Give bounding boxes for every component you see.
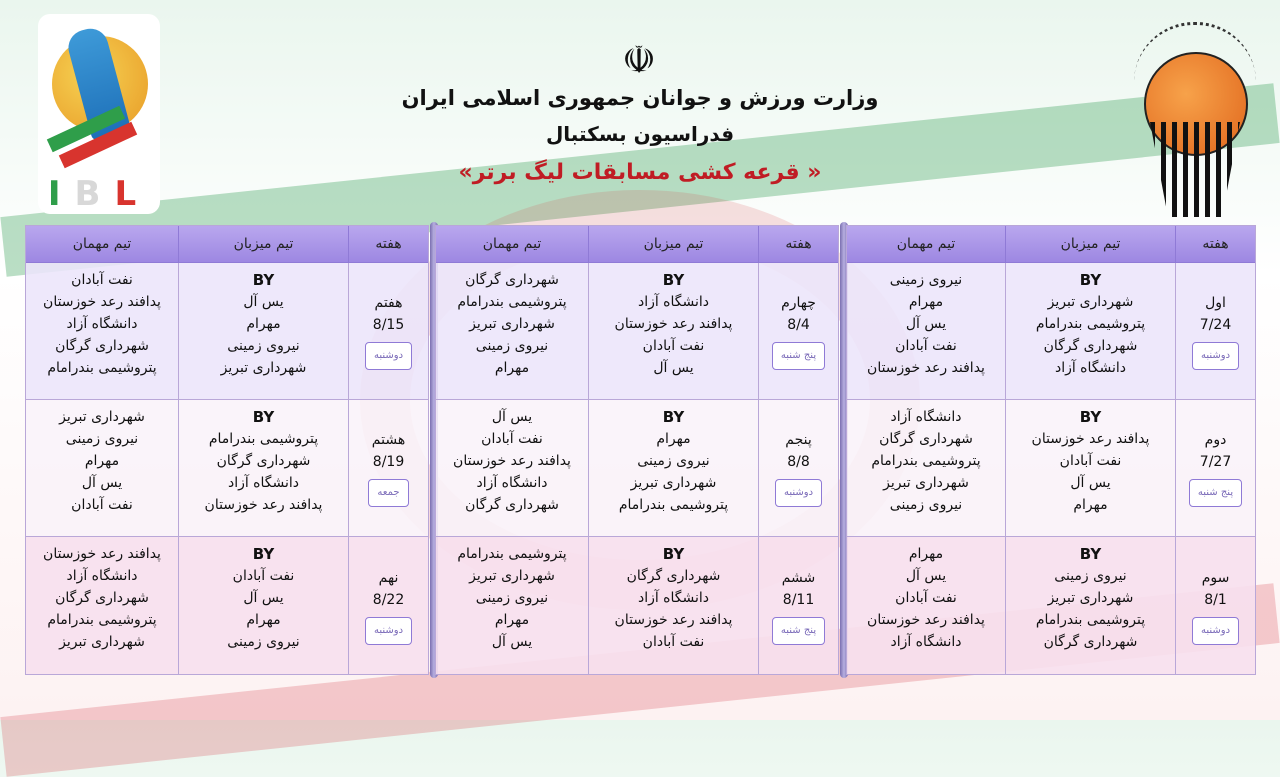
table-row bbox=[26, 537, 428, 674]
team-name: شهرداری تبریز bbox=[630, 475, 717, 491]
header-guest: تیم مهمان bbox=[72, 236, 132, 252]
team-name: نفت آبادان bbox=[71, 497, 133, 513]
week-day-badge: دوشنبه bbox=[365, 617, 412, 645]
team-name: پدافند رعد خوزستان bbox=[453, 453, 571, 469]
bye-label: BY bbox=[662, 545, 685, 563]
week-cell bbox=[1175, 263, 1255, 399]
guest-teams-cell bbox=[436, 537, 588, 674]
guest-teams-cell bbox=[26, 537, 178, 674]
team-name: دانشگاه آزاد bbox=[66, 316, 138, 332]
team-name: شهرداری تبریز bbox=[220, 360, 307, 376]
bye-label: BY bbox=[1079, 408, 1102, 426]
team-name: نیروی زمینی bbox=[889, 497, 963, 513]
week-day-badge: دوشنبه bbox=[775, 479, 822, 507]
week-date: 8/11 bbox=[782, 591, 815, 608]
team-name: پدافند رعد خوزستان bbox=[614, 612, 733, 628]
team-name: نیروی زمینی bbox=[475, 590, 549, 606]
team-name: شهرداری گرگان bbox=[216, 453, 311, 469]
table-header bbox=[847, 226, 1255, 263]
guest-teams-cell bbox=[847, 537, 1005, 674]
team-name: نیروی زمینی bbox=[889, 272, 963, 288]
team-name: یس آل bbox=[81, 475, 123, 491]
week-date: 8/15 bbox=[372, 317, 405, 333]
table-row bbox=[436, 537, 838, 674]
team-name: شهرداری تبریز bbox=[883, 475, 969, 491]
host-teams-cell bbox=[588, 537, 758, 674]
week-day-badge: پنج شنبه bbox=[1189, 479, 1242, 507]
team-name: دانشگاه آزاد bbox=[1054, 360, 1127, 376]
basketball-net-icon bbox=[1150, 122, 1240, 217]
host-teams-cell bbox=[1005, 537, 1175, 674]
week-name: هفتم bbox=[374, 295, 403, 311]
team-name: پدافند رعد خوزستان bbox=[614, 316, 733, 332]
week-cell bbox=[348, 263, 428, 399]
week-date: 8/4 bbox=[787, 317, 810, 333]
team-name: نفت آبادان bbox=[642, 634, 705, 650]
team-name: یس آل bbox=[243, 590, 284, 606]
team-name: دانشگاه آزاد bbox=[476, 475, 548, 491]
team-name: پتروشیمی بندرامام bbox=[618, 497, 729, 513]
week-day-badge: پنج شنبه bbox=[772, 342, 825, 370]
host-teams-cell bbox=[1005, 263, 1175, 399]
week-cell bbox=[348, 537, 428, 674]
week-name: هشتم bbox=[371, 432, 406, 448]
host-teams-cell bbox=[1005, 400, 1175, 536]
logo-letter-i: I bbox=[47, 174, 75, 214]
host-teams-cell bbox=[178, 400, 348, 536]
week-cell bbox=[1175, 537, 1255, 674]
host-teams-cell bbox=[178, 263, 348, 399]
week-day-badge: دوشنبه bbox=[365, 342, 412, 370]
team-name: نیروی زمینی bbox=[1054, 568, 1127, 584]
team-name: شهرداری گرگان bbox=[626, 568, 721, 584]
team-name: مهرام bbox=[246, 612, 281, 628]
guest-teams-cell bbox=[26, 400, 178, 536]
table-row bbox=[436, 400, 838, 537]
bye-label: BY bbox=[252, 545, 275, 563]
header-host: تیم میزبان bbox=[1005, 226, 1175, 262]
team-name: پدافند رعد خوزستان bbox=[867, 612, 985, 628]
team-name: یس آل bbox=[243, 294, 284, 310]
iran-emblem-icon: ☫ bbox=[621, 38, 657, 82]
host-teams-cell bbox=[588, 400, 758, 536]
team-name: نیروی زمینی bbox=[65, 431, 139, 447]
host-teams-cell bbox=[178, 537, 348, 674]
draw-title: « قرعه کشی مسابقات لیگ برتر» bbox=[458, 160, 822, 185]
header-week: هفته bbox=[348, 226, 428, 262]
team-name: یس آل bbox=[905, 568, 947, 584]
week-date: 8/8 bbox=[787, 454, 810, 470]
week-date: 7/24 bbox=[1199, 317, 1232, 333]
team-name: نیروی زمینی bbox=[227, 634, 300, 650]
team-name: نفت آبادان bbox=[481, 431, 543, 447]
ibl-letters bbox=[38, 174, 160, 214]
schedule-panel bbox=[846, 225, 1256, 675]
team-name: شهرداری تبریز bbox=[469, 316, 555, 332]
team-name: یس آل bbox=[905, 316, 947, 332]
team-name: نفت آبادان bbox=[895, 590, 957, 606]
bye-label: BY bbox=[252, 408, 275, 426]
week-date: 7/27 bbox=[1199, 454, 1232, 470]
team-name: یس آل bbox=[491, 409, 533, 425]
table-row bbox=[436, 263, 838, 400]
team-name: پتروشیمی بندرامام bbox=[1035, 316, 1146, 332]
team-name: مهرام bbox=[908, 546, 944, 562]
team-name: مهرام bbox=[84, 453, 120, 469]
team-name: پتروشیمی بندرامام bbox=[47, 360, 157, 376]
header-host: تیم میزبان bbox=[178, 226, 348, 262]
team-name: نفت آبادان bbox=[71, 272, 133, 288]
week-name: چهارم bbox=[781, 295, 816, 311]
schedule-panel bbox=[435, 225, 839, 675]
team-name: نفت آبادان bbox=[642, 338, 705, 354]
week-name: سوم bbox=[1201, 569, 1230, 586]
team-name: شهرداری تبریز bbox=[1047, 294, 1134, 310]
team-name: پتروشیمی بندرامام bbox=[208, 431, 319, 447]
week-cell bbox=[758, 263, 838, 399]
guest-teams-cell bbox=[436, 263, 588, 399]
team-name: شهرداری تبریز bbox=[469, 568, 555, 584]
federation-logo bbox=[1130, 22, 1260, 217]
week-day-badge: پنج شنبه bbox=[772, 617, 825, 645]
table-header bbox=[26, 226, 428, 263]
team-name: نیروی زمینی bbox=[227, 338, 300, 354]
team-name: نفت آبادان bbox=[895, 338, 957, 354]
guest-teams-cell bbox=[847, 263, 1005, 399]
team-name: شهرداری گرگان bbox=[1043, 338, 1138, 354]
team-name: نیروی زمینی bbox=[637, 453, 710, 469]
team-name: شهرداری تبریز bbox=[59, 634, 145, 650]
table-row bbox=[26, 400, 428, 537]
team-name: شهرداری گرگان bbox=[55, 590, 149, 606]
team-name: پتروشیمی بندرامام bbox=[457, 546, 567, 562]
header-week: هفته bbox=[758, 226, 838, 262]
team-name: پتروشیمی بندرامام bbox=[1035, 612, 1146, 628]
header-week: هفته bbox=[1175, 226, 1255, 262]
bye-label: BY bbox=[252, 271, 275, 289]
team-name: دانشگاه آزاد bbox=[637, 294, 710, 310]
table-row bbox=[847, 537, 1255, 674]
team-name: شهرداری گرگان bbox=[465, 272, 559, 288]
logo-letter-b: B bbox=[74, 174, 115, 214]
bye-label: BY bbox=[1079, 545, 1102, 563]
team-name: مهرام bbox=[1073, 497, 1108, 513]
team-name: دانشگاه آزاد bbox=[637, 590, 710, 606]
week-cell bbox=[1175, 400, 1255, 536]
header-host: تیم میزبان bbox=[588, 226, 758, 262]
team-name: پدافند رعد خوزستان bbox=[43, 546, 161, 562]
federation-title: فدراسیون بسکتبال bbox=[545, 122, 735, 146]
week-name: اول bbox=[1205, 295, 1226, 311]
team-name: یس آل bbox=[653, 360, 694, 376]
team-name: مهرام bbox=[246, 316, 281, 332]
team-name: مهرام bbox=[908, 294, 944, 310]
team-name: یس آل bbox=[1070, 475, 1111, 491]
team-name: مهرام bbox=[494, 360, 530, 376]
team-name: شهرداری گرگان bbox=[879, 431, 973, 447]
team-name: نیروی زمینی bbox=[475, 338, 549, 354]
week-date: 8/1 bbox=[1204, 591, 1227, 608]
table-row bbox=[847, 400, 1255, 537]
team-name: دانشگاه آزاد bbox=[890, 634, 962, 650]
team-name: دانشگاه آزاد bbox=[890, 409, 962, 425]
team-name: پدافند رعد خوزستان bbox=[1031, 431, 1150, 447]
header-guest: تیم مهمان bbox=[482, 236, 542, 252]
week-name: ششم bbox=[781, 569, 816, 586]
ibl-logo bbox=[38, 14, 160, 214]
host-teams-cell bbox=[588, 263, 758, 399]
team-name: شهرداری تبریز bbox=[1047, 590, 1134, 606]
team-name: دانشگاه آزاد bbox=[227, 475, 300, 491]
week-name: دوم bbox=[1204, 432, 1227, 448]
header-guest: تیم مهمان bbox=[896, 236, 956, 252]
team-name: پدافند رعد خوزستان bbox=[204, 497, 323, 513]
week-date: 8/19 bbox=[372, 454, 405, 470]
team-name: نفت آبادان bbox=[232, 568, 295, 584]
table-row bbox=[26, 263, 428, 400]
schedule-panel bbox=[25, 225, 429, 675]
logo-letter-l: L bbox=[114, 174, 151, 214]
week-cell bbox=[758, 400, 838, 536]
team-name: یس آل bbox=[491, 634, 533, 650]
guest-teams-cell bbox=[436, 400, 588, 536]
guest-teams-cell bbox=[847, 400, 1005, 536]
team-name: پتروشیمی بندرامام bbox=[47, 612, 157, 628]
team-name: شهرداری گرگان bbox=[465, 497, 559, 513]
week-cell bbox=[758, 537, 838, 674]
team-name: پتروشیمی بندرامام bbox=[871, 453, 981, 469]
team-name: مهرام bbox=[656, 431, 691, 447]
bye-label: BY bbox=[662, 271, 685, 289]
team-name: شهرداری تبریز bbox=[59, 409, 145, 425]
week-date: 8/22 bbox=[372, 591, 405, 608]
week-day-badge: دوشنبه bbox=[1192, 342, 1239, 370]
team-name: پدافند رعد خوزستان bbox=[43, 294, 161, 310]
week-day-badge: دوشنبه bbox=[1192, 617, 1239, 645]
team-name: شهرداری گرگان bbox=[1043, 634, 1138, 650]
team-name: پدافند رعد خوزستان bbox=[867, 360, 985, 376]
bye-label: BY bbox=[662, 408, 685, 426]
week-cell bbox=[348, 400, 428, 536]
table-header bbox=[436, 226, 838, 263]
team-name: مهرام bbox=[494, 612, 530, 628]
guest-teams-cell bbox=[26, 263, 178, 399]
week-day-badge: جمعه bbox=[368, 479, 408, 507]
week-name: نهم bbox=[378, 569, 399, 586]
team-name: پتروشیمی بندرامام bbox=[457, 294, 567, 310]
week-name: پنجم bbox=[785, 432, 812, 448]
ministry-title: وزارت ورزش و جوانان جمهوری اسلامی ایران bbox=[401, 86, 879, 110]
team-name: نفت آبادان bbox=[1059, 453, 1122, 469]
team-name: شهرداری گرگان bbox=[55, 338, 149, 354]
table-row bbox=[847, 263, 1255, 400]
bye-label: BY bbox=[1079, 271, 1102, 289]
team-name: دانشگاه آزاد bbox=[66, 568, 138, 584]
